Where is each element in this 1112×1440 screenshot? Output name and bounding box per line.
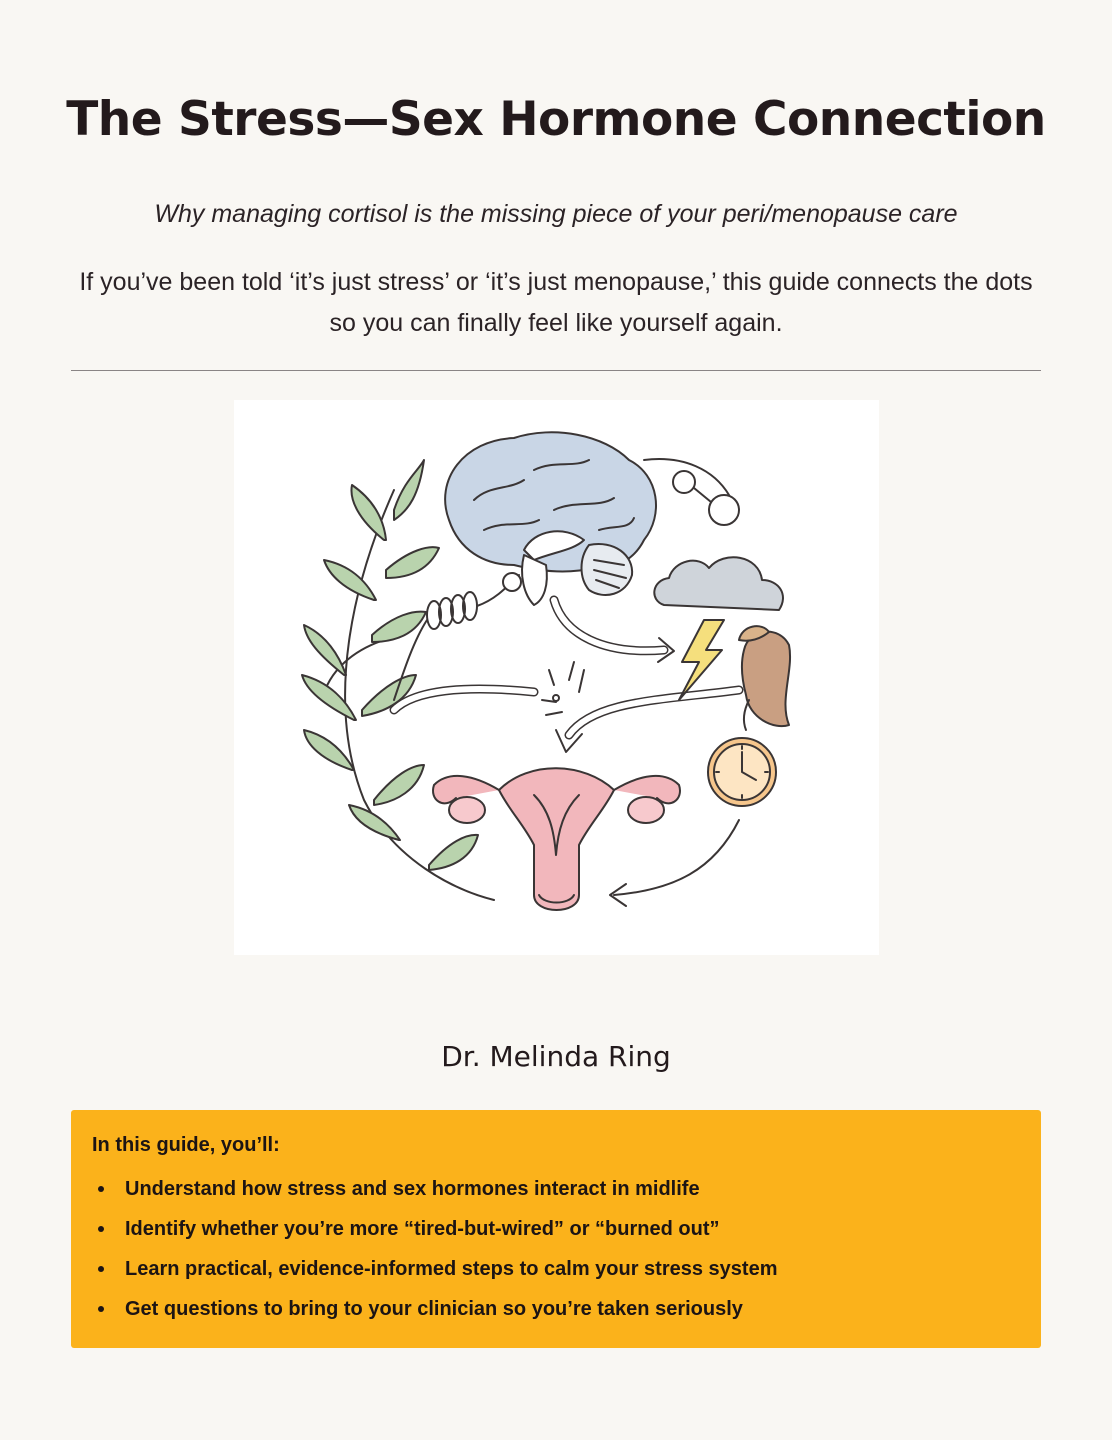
page-subtitle: Why managing cortisol is the missing piece of your peri/menopause care: [154, 200, 958, 228]
spark-icon: [542, 662, 584, 715]
bullet-icon: [98, 1306, 104, 1312]
list-item: [92, 1209, 1021, 1249]
guide-heading: In this guide, you’ll:: [92, 1134, 280, 1156]
brain-icon: [445, 432, 656, 605]
list-item-text: Identify whether you’re more “tired-but-wired” or “burned out”: [125, 1218, 720, 1240]
arrow-left-to-uterus-icon: [394, 689, 534, 710]
page-title: The Stress—Sex Hormone Connection: [66, 92, 1046, 147]
arrow-clock-to-uterus-icon: [610, 820, 739, 906]
arrow-brain-to-adrenal-icon: [554, 600, 674, 662]
clock-icon: [708, 738, 776, 806]
author-name: Dr. Melinda Ring: [441, 1040, 671, 1073]
list-item-text: Get questions to bring to your clinician so you’re taken seriously: [125, 1298, 743, 1320]
illustration-svg: [234, 400, 879, 955]
storm-cloud-icon: [654, 557, 783, 610]
molecule-icon: [673, 471, 739, 525]
bullet-icon: [98, 1266, 104, 1272]
adrenal-kidney-icon: [739, 626, 790, 730]
intro-paragraph: If you’ve been told ‘it’s just stress’ or ‘it’s just menopause,’ this guide connects the dots so you can finally feel like yourself again.: [79, 268, 1033, 337]
hero-illustration: [234, 400, 879, 955]
bullet-icon: [98, 1226, 104, 1232]
bullet-icon: [98, 1186, 104, 1192]
list-item: [92, 1169, 1021, 1209]
list-item: [92, 1249, 1021, 1289]
divider: [71, 370, 1041, 371]
list-item-text: Understand how stress and sex hormones interact in midlife: [125, 1178, 700, 1200]
list-item: [92, 1289, 1021, 1329]
arrow-to-uterus-icon: [556, 690, 739, 752]
guide-summary-box: [71, 1110, 1041, 1348]
guide-list: [92, 1169, 1021, 1329]
list-item-text: Learn practical, evidence-informed steps to calm your stress system: [125, 1258, 778, 1280]
lightning-icon: [679, 620, 724, 700]
